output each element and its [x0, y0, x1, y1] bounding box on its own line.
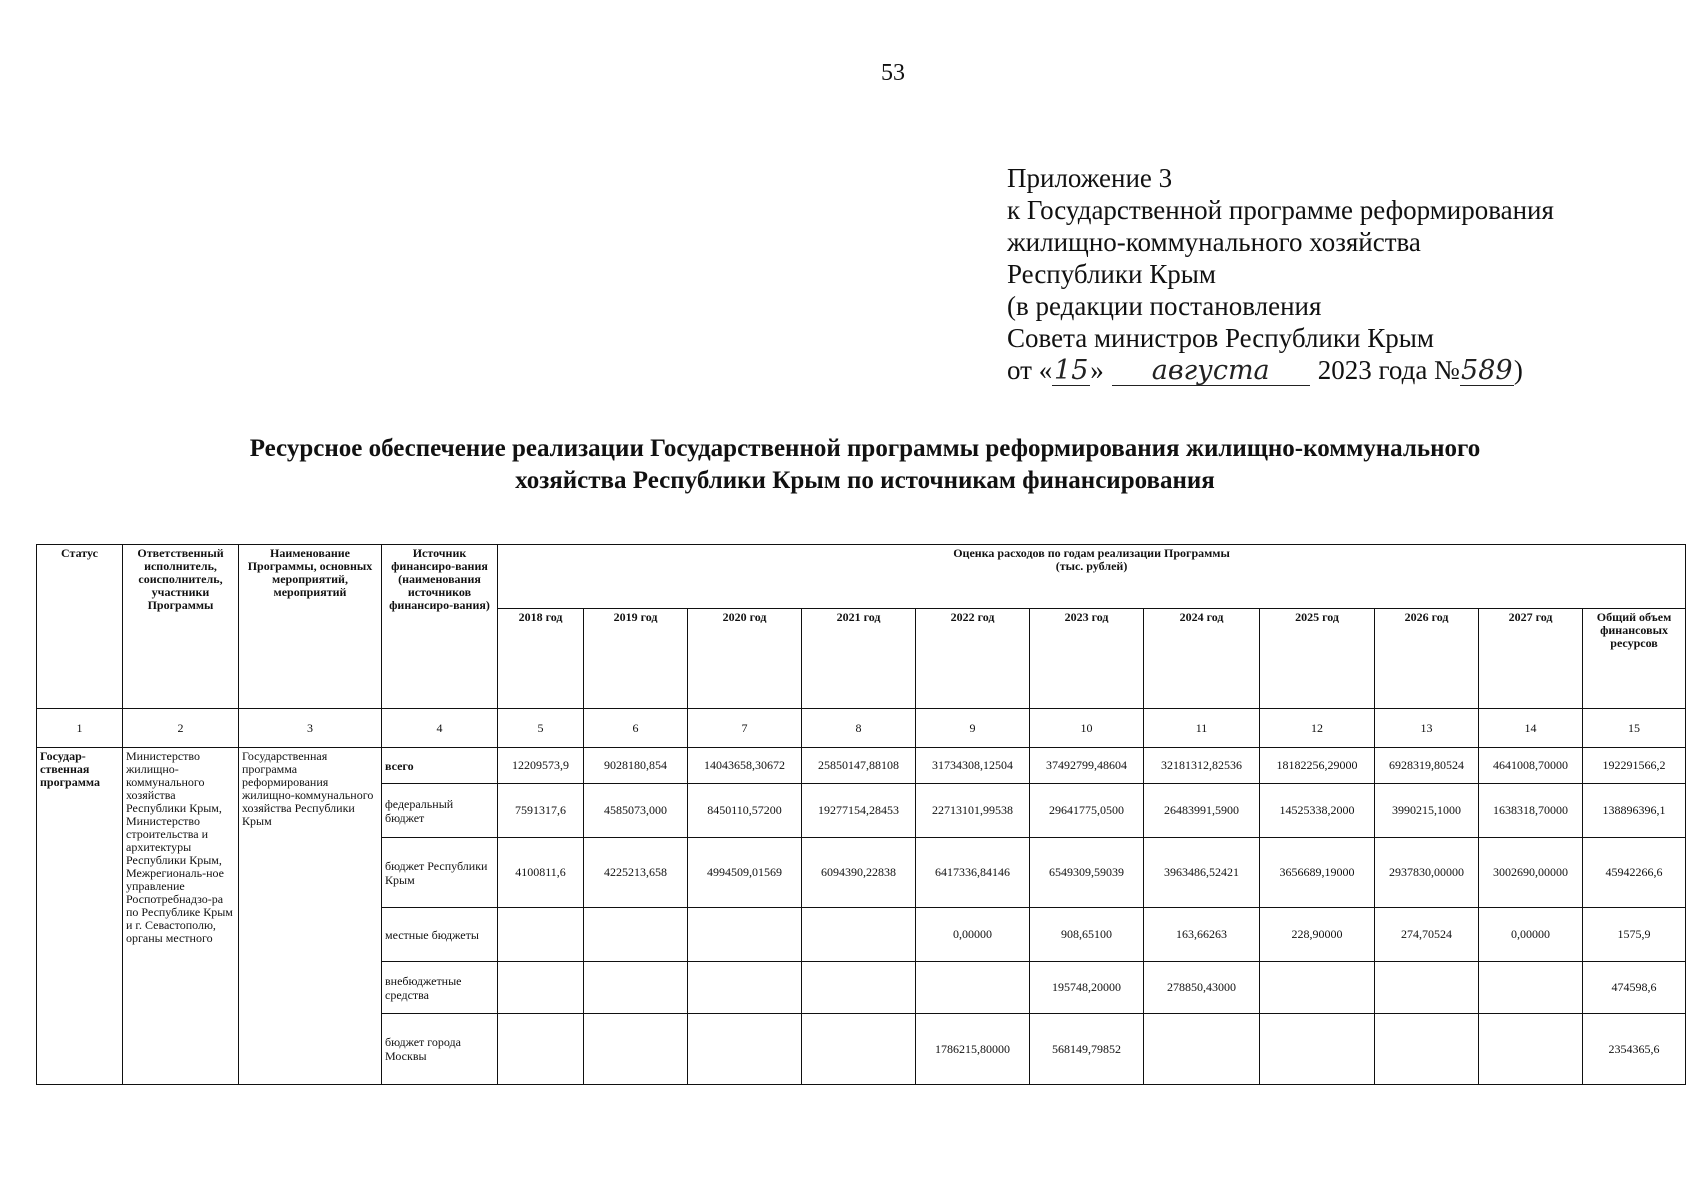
header-year: 2027 год: [1479, 609, 1583, 709]
value-cell: 12209573,9: [498, 748, 584, 784]
value-cell: 138896396,1: [1583, 784, 1686, 838]
value-cell: 1786215,80000: [916, 1014, 1030, 1085]
value-cell: 37492799,48604: [1030, 748, 1144, 784]
header-responsible: Ответственный исполнитель, соисполнитель, участники Программы: [123, 545, 239, 709]
value-cell: 192291566,2: [1583, 748, 1686, 784]
appendix-line: Совета министров Республики Крым: [1007, 323, 1434, 353]
value-cell: [498, 962, 584, 1014]
program-name-cell: Государственная программа реформирования жилищно-коммунального хозяйства Республики Крым: [239, 748, 382, 1085]
value-cell: 45942266,6: [1583, 838, 1686, 908]
header-year: 2020 год: [688, 609, 802, 709]
value-cell: [1479, 962, 1583, 1014]
header-estimate-unit: (тыс. рублей): [1055, 559, 1128, 573]
header-year: 2025 год: [1260, 609, 1375, 709]
appendix-line: к Государственной программе реформирования: [1007, 195, 1554, 225]
column-number: 4: [382, 709, 498, 748]
value-cell: 4585073,000: [584, 784, 688, 838]
value-cell: 2937830,00000: [1375, 838, 1479, 908]
value-cell: 14525338,2000: [1260, 784, 1375, 838]
value-cell: [802, 1014, 916, 1085]
value-cell: 8450110,57200: [688, 784, 802, 838]
header-estimate: [498, 545, 1686, 609]
header-total: Общий объем финансовых ресурсов: [1583, 609, 1686, 709]
date-mid: »: [1090, 355, 1104, 385]
value-cell: 163,66263: [1144, 908, 1260, 962]
value-cell: 278850,43000: [1144, 962, 1260, 1014]
value-cell: 6549309,59039: [1030, 838, 1144, 908]
value-cell: [802, 962, 916, 1014]
value-cell: 7591317,6: [498, 784, 584, 838]
document-title: [0, 433, 1693, 497]
value-cell: [1260, 962, 1375, 1014]
value-cell: [688, 1014, 802, 1085]
table-row: [37, 748, 1686, 784]
value-cell: 4994509,01569: [688, 838, 802, 908]
value-cell: 25850147,88108: [802, 748, 916, 784]
value-cell: [1144, 1014, 1260, 1085]
appendix-line: Республики Крым: [1007, 259, 1216, 289]
value-cell: 6094390,22838: [802, 838, 916, 908]
header-year: 2026 год: [1375, 609, 1479, 709]
handwritten-doc-number: 589: [1461, 355, 1513, 386]
value-cell: 228,90000: [1260, 908, 1375, 962]
handwritten-day: 15: [1054, 355, 1089, 386]
source-cell: внебюджетные средства: [382, 962, 498, 1014]
column-number: 15: [1583, 709, 1686, 748]
column-number: 1: [37, 709, 123, 748]
source-cell: бюджет Республики Крым: [382, 838, 498, 908]
value-cell: 31734308,12504: [916, 748, 1030, 784]
column-number: 2: [123, 709, 239, 748]
header-source: Источник финансиро-вания (наименования источников финансиро-вания): [382, 545, 498, 709]
status-cell: Государ-ственная программа: [37, 748, 123, 1085]
title-line-2: хозяйства Республики Крым по источникам финансирования: [515, 467, 1215, 494]
value-cell: 3002690,00000: [1479, 838, 1583, 908]
header-year: 2023 год: [1030, 609, 1144, 709]
column-number: 10: [1030, 709, 1144, 748]
date-prefix: от «: [1007, 355, 1053, 385]
date-year: 2023 года №: [1317, 355, 1460, 385]
value-cell: [498, 908, 584, 962]
appendix-block: [1007, 162, 1554, 386]
value-cell: 0,00000: [916, 908, 1030, 962]
appendix-line: (в редакции постановления: [1007, 291, 1322, 321]
value-cell: [688, 908, 802, 962]
column-number: 11: [1144, 709, 1260, 748]
finance-table: [36, 544, 1686, 1085]
value-cell: [1375, 962, 1479, 1014]
value-cell: 19277154,28453: [802, 784, 916, 838]
value-cell: 4100811,6: [498, 838, 584, 908]
source-cell: всего: [382, 748, 498, 784]
appendix-line: Приложение 3: [1007, 163, 1173, 193]
header-estimate-title: Оценка расходов по годам реализации Программы: [953, 546, 1230, 560]
header-year: 2021 год: [802, 609, 916, 709]
column-number: 3: [239, 709, 382, 748]
value-cell: [1260, 1014, 1375, 1085]
value-cell: [1375, 1014, 1479, 1085]
value-cell: 6928319,80524: [1375, 748, 1479, 784]
header-year: 2019 год: [584, 609, 688, 709]
value-cell: 3656689,19000: [1260, 838, 1375, 908]
title-line-1: Ресурсное обеспечение реализации Государственной программы реформирования жилищно-коммунального: [249, 435, 1481, 462]
value-cell: 4225213,658: [584, 838, 688, 908]
column-number: 6: [584, 709, 688, 748]
value-cell: 3990215,1000: [1375, 784, 1479, 838]
value-cell: 14043658,30672: [688, 748, 802, 784]
value-cell: 1638318,70000: [1479, 784, 1583, 838]
column-number: 13: [1375, 709, 1479, 748]
header-status: Статус: [37, 545, 123, 709]
value-cell: [584, 908, 688, 962]
column-number: 12: [1260, 709, 1375, 748]
value-cell: [916, 962, 1030, 1014]
value-cell: 29641775,0500: [1030, 784, 1144, 838]
value-cell: [802, 908, 916, 962]
column-number: 5: [498, 709, 584, 748]
column-number: 14: [1479, 709, 1583, 748]
date-suffix: ): [1513, 355, 1523, 385]
value-cell: [498, 1014, 584, 1085]
source-cell: местные бюджеты: [382, 908, 498, 962]
value-cell: [1479, 1014, 1583, 1085]
value-cell: 18182256,29000: [1260, 748, 1375, 784]
value-cell: 32181312,82536: [1144, 748, 1260, 784]
value-cell: [688, 962, 802, 1014]
value-cell: [584, 962, 688, 1014]
responsible-cell: Министерство жилищно-коммунального хозяйства Республики Крым, Министерство строительства и архитектуры Республики Крым, Межрегиональ-ное управление Роспотребнадзо-ра по Республике Крым и г. Севастополю, органы местного: [123, 748, 239, 1085]
value-cell: 568149,79852: [1030, 1014, 1144, 1085]
source-cell: федеральный бюджет: [382, 784, 498, 838]
handwritten-month: августа: [1112, 357, 1310, 386]
value-cell: 22713101,99538: [916, 784, 1030, 838]
appendix-line: жилищно-коммунального хозяйства: [1007, 227, 1421, 257]
value-cell: 3963486,52421: [1144, 838, 1260, 908]
column-number: 7: [688, 709, 802, 748]
column-number: 9: [916, 709, 1030, 748]
column-number-row: [37, 709, 1686, 748]
value-cell: 9028180,854: [584, 748, 688, 784]
page-number: 53: [881, 60, 905, 86]
value-cell: 6417336,84146: [916, 838, 1030, 908]
value-cell: 195748,20000: [1030, 962, 1144, 1014]
value-cell: 908,65100: [1030, 908, 1144, 962]
appendix-date-line: [1007, 354, 1554, 386]
value-cell: 1575,9: [1583, 908, 1686, 962]
value-cell: [584, 1014, 688, 1085]
value-cell: 474598,6: [1583, 962, 1686, 1014]
column-number: 8: [802, 709, 916, 748]
header-year: 2018 год: [498, 609, 584, 709]
value-cell: 26483991,5900: [1144, 784, 1260, 838]
header-year: 2022 год: [916, 609, 1030, 709]
value-cell: 4641008,70000: [1479, 748, 1583, 784]
value-cell: 274,70524: [1375, 908, 1479, 962]
header-year: 2024 год: [1144, 609, 1260, 709]
header-program-name: Наименование Программы, основных мероприятий, мероприятий: [239, 545, 382, 709]
source-cell: бюджет города Москвы: [382, 1014, 498, 1085]
value-cell: 0,00000: [1479, 908, 1583, 962]
value-cell: 2354365,6: [1583, 1014, 1686, 1085]
